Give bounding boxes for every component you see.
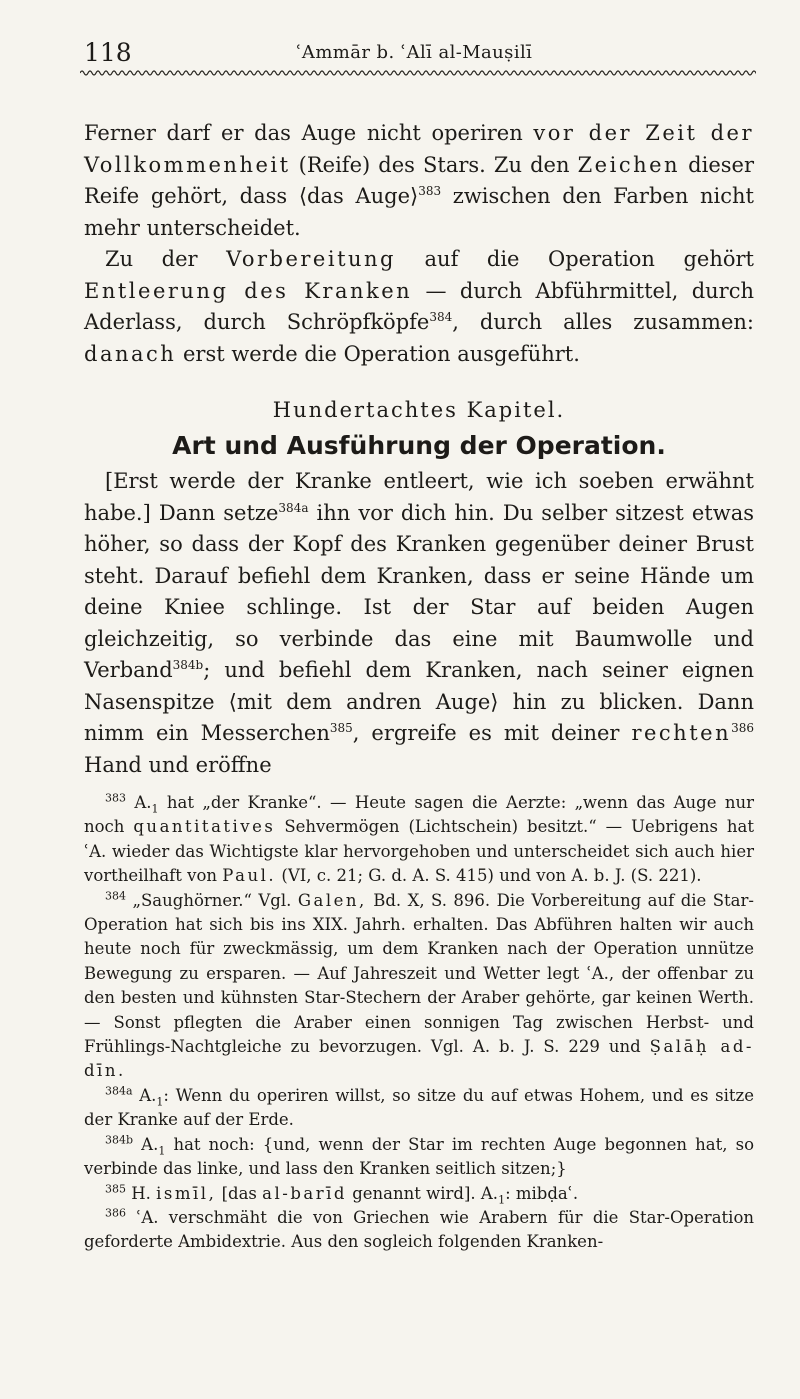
text-span: zwischen den Farben nicht mehr unterscheidet. [84, 184, 754, 240]
text-span: genannt wird]. A. [346, 1183, 499, 1203]
text-span: Sehvermögen (Lichtschein) besitzt.“ — Uebrigens hat ʿA. wieder das Wichtigste klar hervorgehoben und unterscheidet sich auch hier vortheilhaft von [84, 817, 754, 886]
text-span: erst werde die Operation ausgeführt. [176, 341, 580, 366]
spaced-text: ismīl, [156, 1183, 217, 1203]
text-span: [Erst werde der Kranke entleert, wie ich soeben erwähnt habe.] Dann setze [84, 469, 754, 525]
footnote-number: 384a [105, 1084, 133, 1098]
subscript: 1 [156, 1095, 164, 1109]
text-span: (Reife) des Stars. Zu den [290, 152, 578, 177]
chapter-title: Art und Ausführung der Operation. [172, 431, 666, 460]
text-span: Hand und eröffne [84, 752, 272, 777]
text-span: ; und befiehl dem Kranken, nach seiner eignen Nasenspitze ⟨mit dem andren Auge⟩ hin zu blicken. Dann nimm ein Messerchen [84, 658, 754, 745]
text-span: , ergreife es mit deiner [352, 721, 632, 745]
spaced-text: Paul. [222, 866, 277, 886]
footnote-ref-385[interactable]: 385 [329, 721, 353, 735]
text-span: A. [132, 1085, 157, 1105]
text-span: auf die Operation gehört [396, 247, 754, 271]
spaced-text: vor der Zeit der Vollkommenheit [84, 121, 754, 177]
footnote-number: 384b [105, 1133, 134, 1147]
spaced-text: al-barīd [262, 1183, 347, 1203]
footnote-number: 385 [105, 1182, 126, 1195]
wavy-rule-divider [80, 68, 756, 78]
spaced-text: rechten [631, 721, 732, 745]
footnote-386 [84, 1206, 754, 1255]
text-span: dieser Reife gehört, dass ⟨das Auge⟩ [84, 152, 754, 208]
text-span: Zu der [105, 247, 227, 271]
running-head: ʿAmmār b. ʿAlī al-Mauṣilī [296, 42, 533, 63]
spaced-text: Galen, [297, 890, 367, 910]
footnote-ref-384a[interactable]: 384a [278, 500, 309, 515]
text-span: Bd. X, S. 896. Die Vorbereitung auf die Star-Operation hat sich bis ins XIX. Jahrh. erhalten. Das Abführen halten wir auch heute noch für zweckmässig, um dem Kranken nach der Operation unnütze Bewegung zu ersparen. — Auf Jahreszeit und Wetter legt ʿA., der offenbar zu den besten und kühnsten Star-Stechern der Araber gehörte, gar keinen Werth. — Sonst pflegten die Araber einen sonnigen Tag zwischen Herbst- und Frühlings-Nachtgleiche zu bevorzugen. Vgl. A. b. J. S. 229 und [84, 890, 754, 1057]
footnote-ref-386[interactable]: 386 [731, 721, 755, 735]
page-header [84, 38, 754, 72]
footnote-ref-384b[interactable]: 384b [172, 658, 204, 672]
paragraph-1 [84, 118, 754, 244]
footnote-385 [84, 1182, 754, 1206]
main-text [84, 118, 754, 781]
text-span: : mibḍaʿ. [505, 1183, 579, 1203]
paragraph-2 [84, 244, 754, 370]
text-span: ihn vor dich hin. Du selber sitzest etwas höher, so dass der Kopf des Kranken gegenüber deiner Brust steht. Darauf befiehl dem Kranken, dass er seine Hände um deine Kniee schlinge. Ist der Star auf beiden Augen gleichzeitig, so verbinde das eine mit Baumwolle und Verband [84, 500, 754, 682]
spaced-text: danach [84, 341, 177, 366]
book-page [84, 38, 754, 1255]
subscript: 1 [158, 1143, 166, 1157]
text-span: , durch alles zusammen: [452, 310, 755, 334]
footnote-384b [84, 1133, 754, 1182]
text-span: A. [126, 793, 152, 812]
text-span: A. [133, 1134, 159, 1154]
spaced-text: Vorbereitung [226, 247, 396, 271]
text-span: hat „der Kranke“. — Heute sagen die Aerzte: „wenn das Auge nur noch [84, 793, 755, 837]
page-number: 118 [84, 38, 132, 67]
footnote-383 [84, 791, 754, 889]
footnote-ref-384[interactable]: 384 [429, 310, 453, 324]
text-span: „Saughörner.“ Vgl. [126, 890, 298, 910]
footnote-ref-383[interactable]: 383 [418, 184, 442, 198]
text-span: : Wenn du operiren willst, so sitze du auf etwas Hohem, und es sitze der Kranke auf der Erde. [84, 1085, 755, 1130]
text-span: Ferner darf er das Auge nicht operiren [84, 121, 534, 145]
text-span: hat noch: {und, wenn der Star im rechten Auge begonnen hat, so verbinde das linke, und lass den Kranken seitlich sitzen;} [84, 1134, 755, 1179]
spaced-text: Ṣalāḥ ad-dīn. [84, 1037, 754, 1081]
text-span: H. [126, 1183, 157, 1203]
spaced-text: Entleerung des Kranken [84, 278, 413, 303]
spaced-text: quantitatives [133, 817, 276, 837]
spaced-text: Zeichen [577, 152, 681, 177]
footnotes [84, 791, 754, 1255]
footnote-number: 386 [105, 1206, 126, 1220]
paragraph-3 [84, 466, 754, 781]
text-span: — durch Abführmittel, durch Aderlass, durch Schröpfköpfe [84, 278, 754, 334]
footnote-384a [84, 1084, 754, 1133]
subscript: 1 [498, 1192, 506, 1206]
text-span: ʿA. verschmäht die von Griechen wie Arabern für die Star-Operation geforderte Ambidextrie. Aus den sogleich folgenden Kranken- [84, 1207, 754, 1252]
chapter-heading: Hundertachtes Kapitel. [272, 398, 566, 422]
text-span: (VI, c. 21; G. d. A. S. 415) und von A. b. J. (S. 221). [276, 866, 702, 886]
footnote-number: 384 [105, 889, 126, 903]
footnote-number: 383 [105, 791, 126, 805]
text-span: [das [216, 1183, 263, 1203]
footnote-384 [84, 889, 754, 1084]
subscript: 1 [151, 802, 159, 816]
